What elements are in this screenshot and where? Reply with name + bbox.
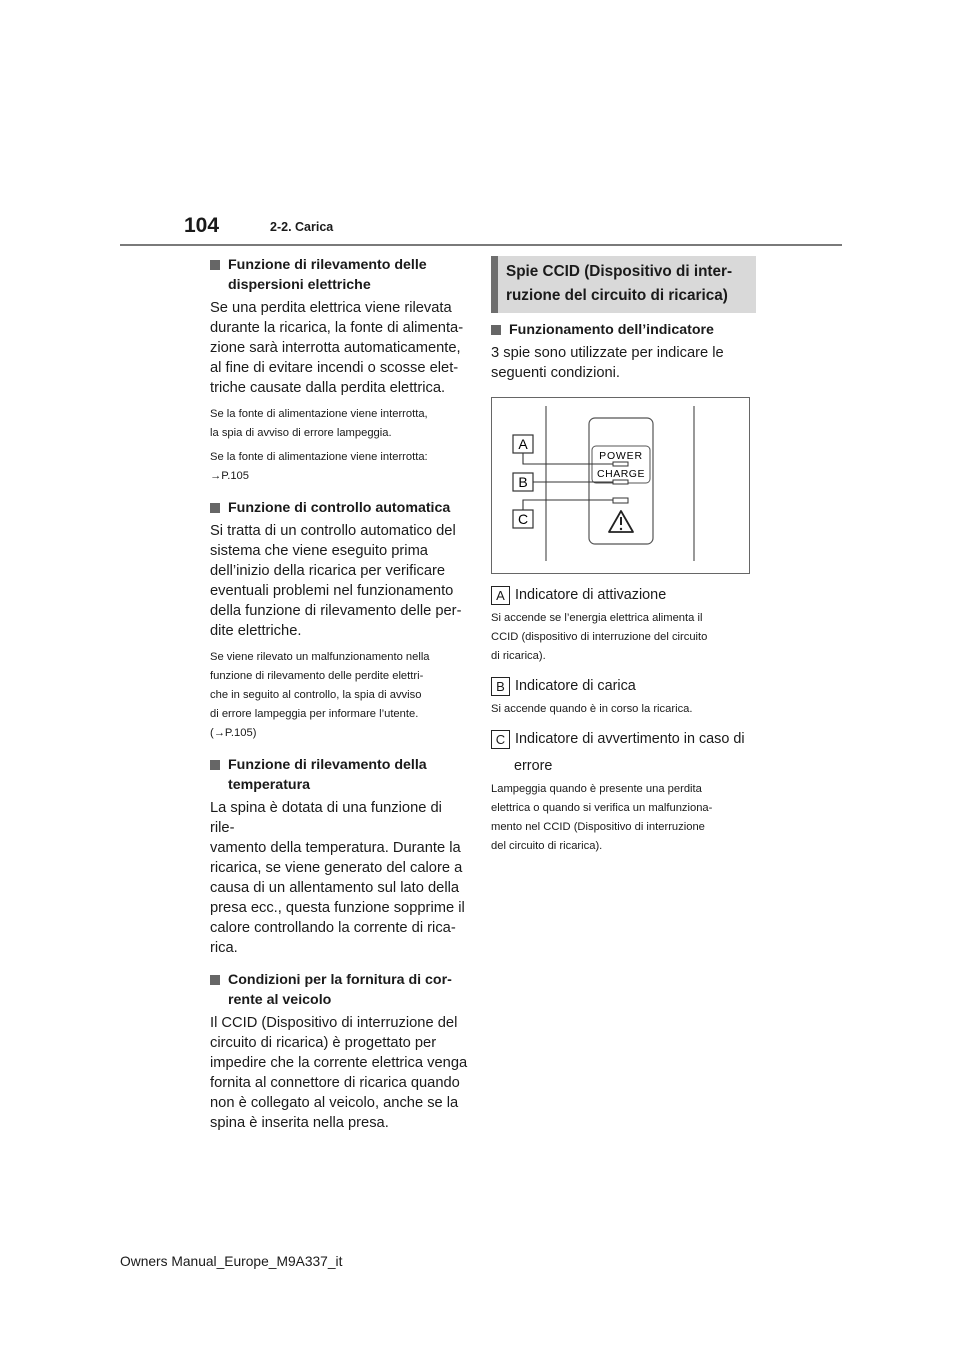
subheading-power-supply: Condizioni per la fornitura di cor- rente al veicolo — [210, 970, 468, 1010]
right-column — [491, 256, 753, 856]
legend-item-c: C Indicatore di avvertimento in caso di — [491, 730, 753, 749]
legend-letter-box: C — [491, 730, 510, 749]
subheading-auto-check: Funzione di controllo automatica — [210, 498, 468, 518]
section-title: 2-2. Carica — [270, 220, 334, 234]
legend-desc-c: Lampeggia quando è presente una perdita elettrica o quando si verifica un malfunziona- mento nel CCID (Dispositivo di interruzione del circuito di ricarica). — [491, 783, 713, 852]
paragraph-intro: 3 spie sono utilizzate per indicare le seguenti condizioni. — [491, 345, 724, 381]
paragraph-leak-detection: Se una perdita elettrica viene rilevata durante la ricarica, la fonte di alimenta- zione sarà interrotta automaticamente, al fine di evitare incendi o scosse elet- triche causate dalla perdita elettrica. — [210, 300, 464, 396]
ccid-indicator-diagram — [491, 397, 750, 574]
legend-item-b: B Indicatore di carica — [491, 677, 753, 696]
legend-desc-a: Si accende se l’energia elettrica alimenta il CCID (dispositivo di interruzione del circuito di ricarica). — [491, 612, 708, 662]
footer-text: Owners Manual_Europe_M9A337_it — [120, 1254, 343, 1269]
paragraph-auto-check: Si tratta di un controllo automatico del sistema che viene eseguito prima dell’inizio della ricarica per verificare eventuali problemi nel funzionamento della funzione di rilevamento delle per- dite elettriche. — [210, 523, 462, 639]
paragraph-power-supply: Il CCID (Dispositivo di interruzione del circuito di ricarica) è progettato per impedire che la corrente elettrica venga fornita al connettore di ricarica quando non è collegato al veicolo, anche se la spina è inserita nella presa. — [210, 1015, 468, 1131]
legend-letter-box: A — [491, 586, 510, 605]
bullet-square-icon — [491, 325, 501, 335]
subheading-temperature: Funzione di rilevamento della temperatura — [210, 755, 468, 795]
letter-b: B — [518, 474, 528, 490]
bullet-square-icon — [210, 503, 220, 513]
section-heading-box: Spie CCID (Dispositivo di inter- ruzione del circuito di ricarica) — [491, 256, 756, 313]
paragraph-temperature: La spina è dotata di una funzione di rile- vamento della temperatura. Durante la ricarica, se viene generato del calore a causa di un allentamento sul lato della presa ecc., questa funzione sopprime il calore controllando la corrente di rica- rica. — [210, 800, 465, 956]
letter-c: C — [517, 511, 529, 527]
header-rule — [120, 244, 842, 246]
letter-a: A — [518, 436, 528, 452]
page-ref-link[interactable]: P.105 — [221, 470, 249, 482]
legend-letter-box: B — [491, 677, 510, 696]
page-number: 104 — [184, 214, 220, 237]
charge-label: CHARGE — [597, 468, 645, 480]
note-leak-detection-1: Se la fonte di alimentazione viene interrotta, la spia di avviso di errore lampeggia. — [210, 408, 428, 439]
legend-item-a: A Indicatore di attivazione — [491, 586, 753, 605]
charge-indicator-lamp — [613, 480, 628, 484]
power-label: POWER — [599, 450, 643, 462]
bullet-square-icon — [210, 260, 220, 270]
ccid-diagram-svg — [492, 398, 749, 573]
subheading-leak-detection: Funzione di rilevamento delle dispersioni elettriche — [210, 255, 468, 295]
page-ref-link[interactable]: (→P.105) — [210, 727, 257, 739]
subheading-indicator-operation: Funzionamento dell’indicatore — [491, 320, 753, 340]
note-leak-detection-2: Se la fonte di alimentazione viene interrotta: →P.105 — [210, 451, 428, 482]
warning-dot-icon — [620, 528, 622, 530]
legend-title-c-line2: errore — [514, 758, 553, 774]
legend-desc-b: Si accende quando è in corso la ricarica. — [491, 703, 693, 715]
note-auto-check: Se viene rilevato un malfunzionamento nella funzione di rilevamento delle perdite elettri- che in seguito al controllo, la spia di avviso di errore lampeggia per informare l’utente. (→P.105) — [210, 648, 468, 743]
power-indicator-lamp — [613, 462, 628, 466]
error-indicator-lamp — [613, 498, 628, 503]
bullet-square-icon — [210, 760, 220, 770]
left-column — [210, 252, 468, 1133]
bullet-square-icon — [210, 975, 220, 985]
